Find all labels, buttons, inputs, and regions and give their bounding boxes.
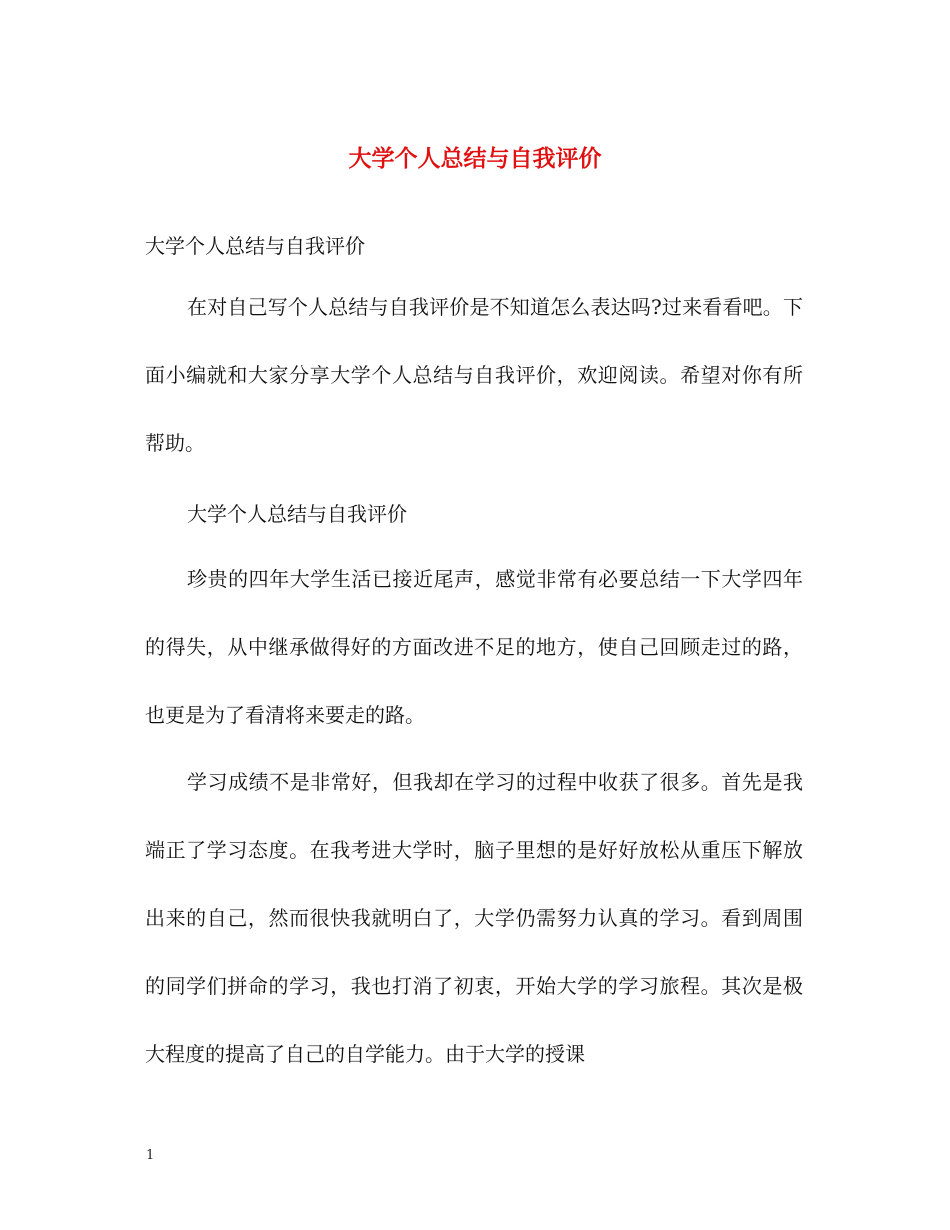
paragraph-summary: 珍贵的四年大学生活已接近尾声，感觉非常有必要总结一下大学四年的得失，从中继承做得好的方面改进不足的地方，使自己回顾走过的路，也更是为了看清将来要走的路。 <box>145 567 803 727</box>
paragraph-study: 学习成绩不是非常好，但我却在学习的过程中收获了很多。首先是我端正了学习态度。在我考进大学时，脑子里想的是好好放松从重压下解放出来的自己，然而很快我就明白了，大学仍需努力认真的学习。看到周围的同学们拼命的学习，我也打消了初衷，开始大学的学习旅程。其次是极大程度的提高了自己的自学能力。由于大学的授课 <box>145 770 803 1066</box>
paragraph-intro: 在对自己写个人总结与自我评价是不知道怎么表达吗?过来看看吧。下面小编就和大家分享大学个人总结与自我评价，欢迎阅读。希望对你有所帮助。 <box>145 295 803 455</box>
document-title: 大学个人总结与自我评价 <box>348 145 602 172</box>
page-number: 1 <box>146 1148 155 1163</box>
paragraph-heading: 大学个人总结与自我评价 <box>145 234 365 258</box>
paragraph-subheading: 大学个人总结与自我评价 <box>187 502 407 526</box>
